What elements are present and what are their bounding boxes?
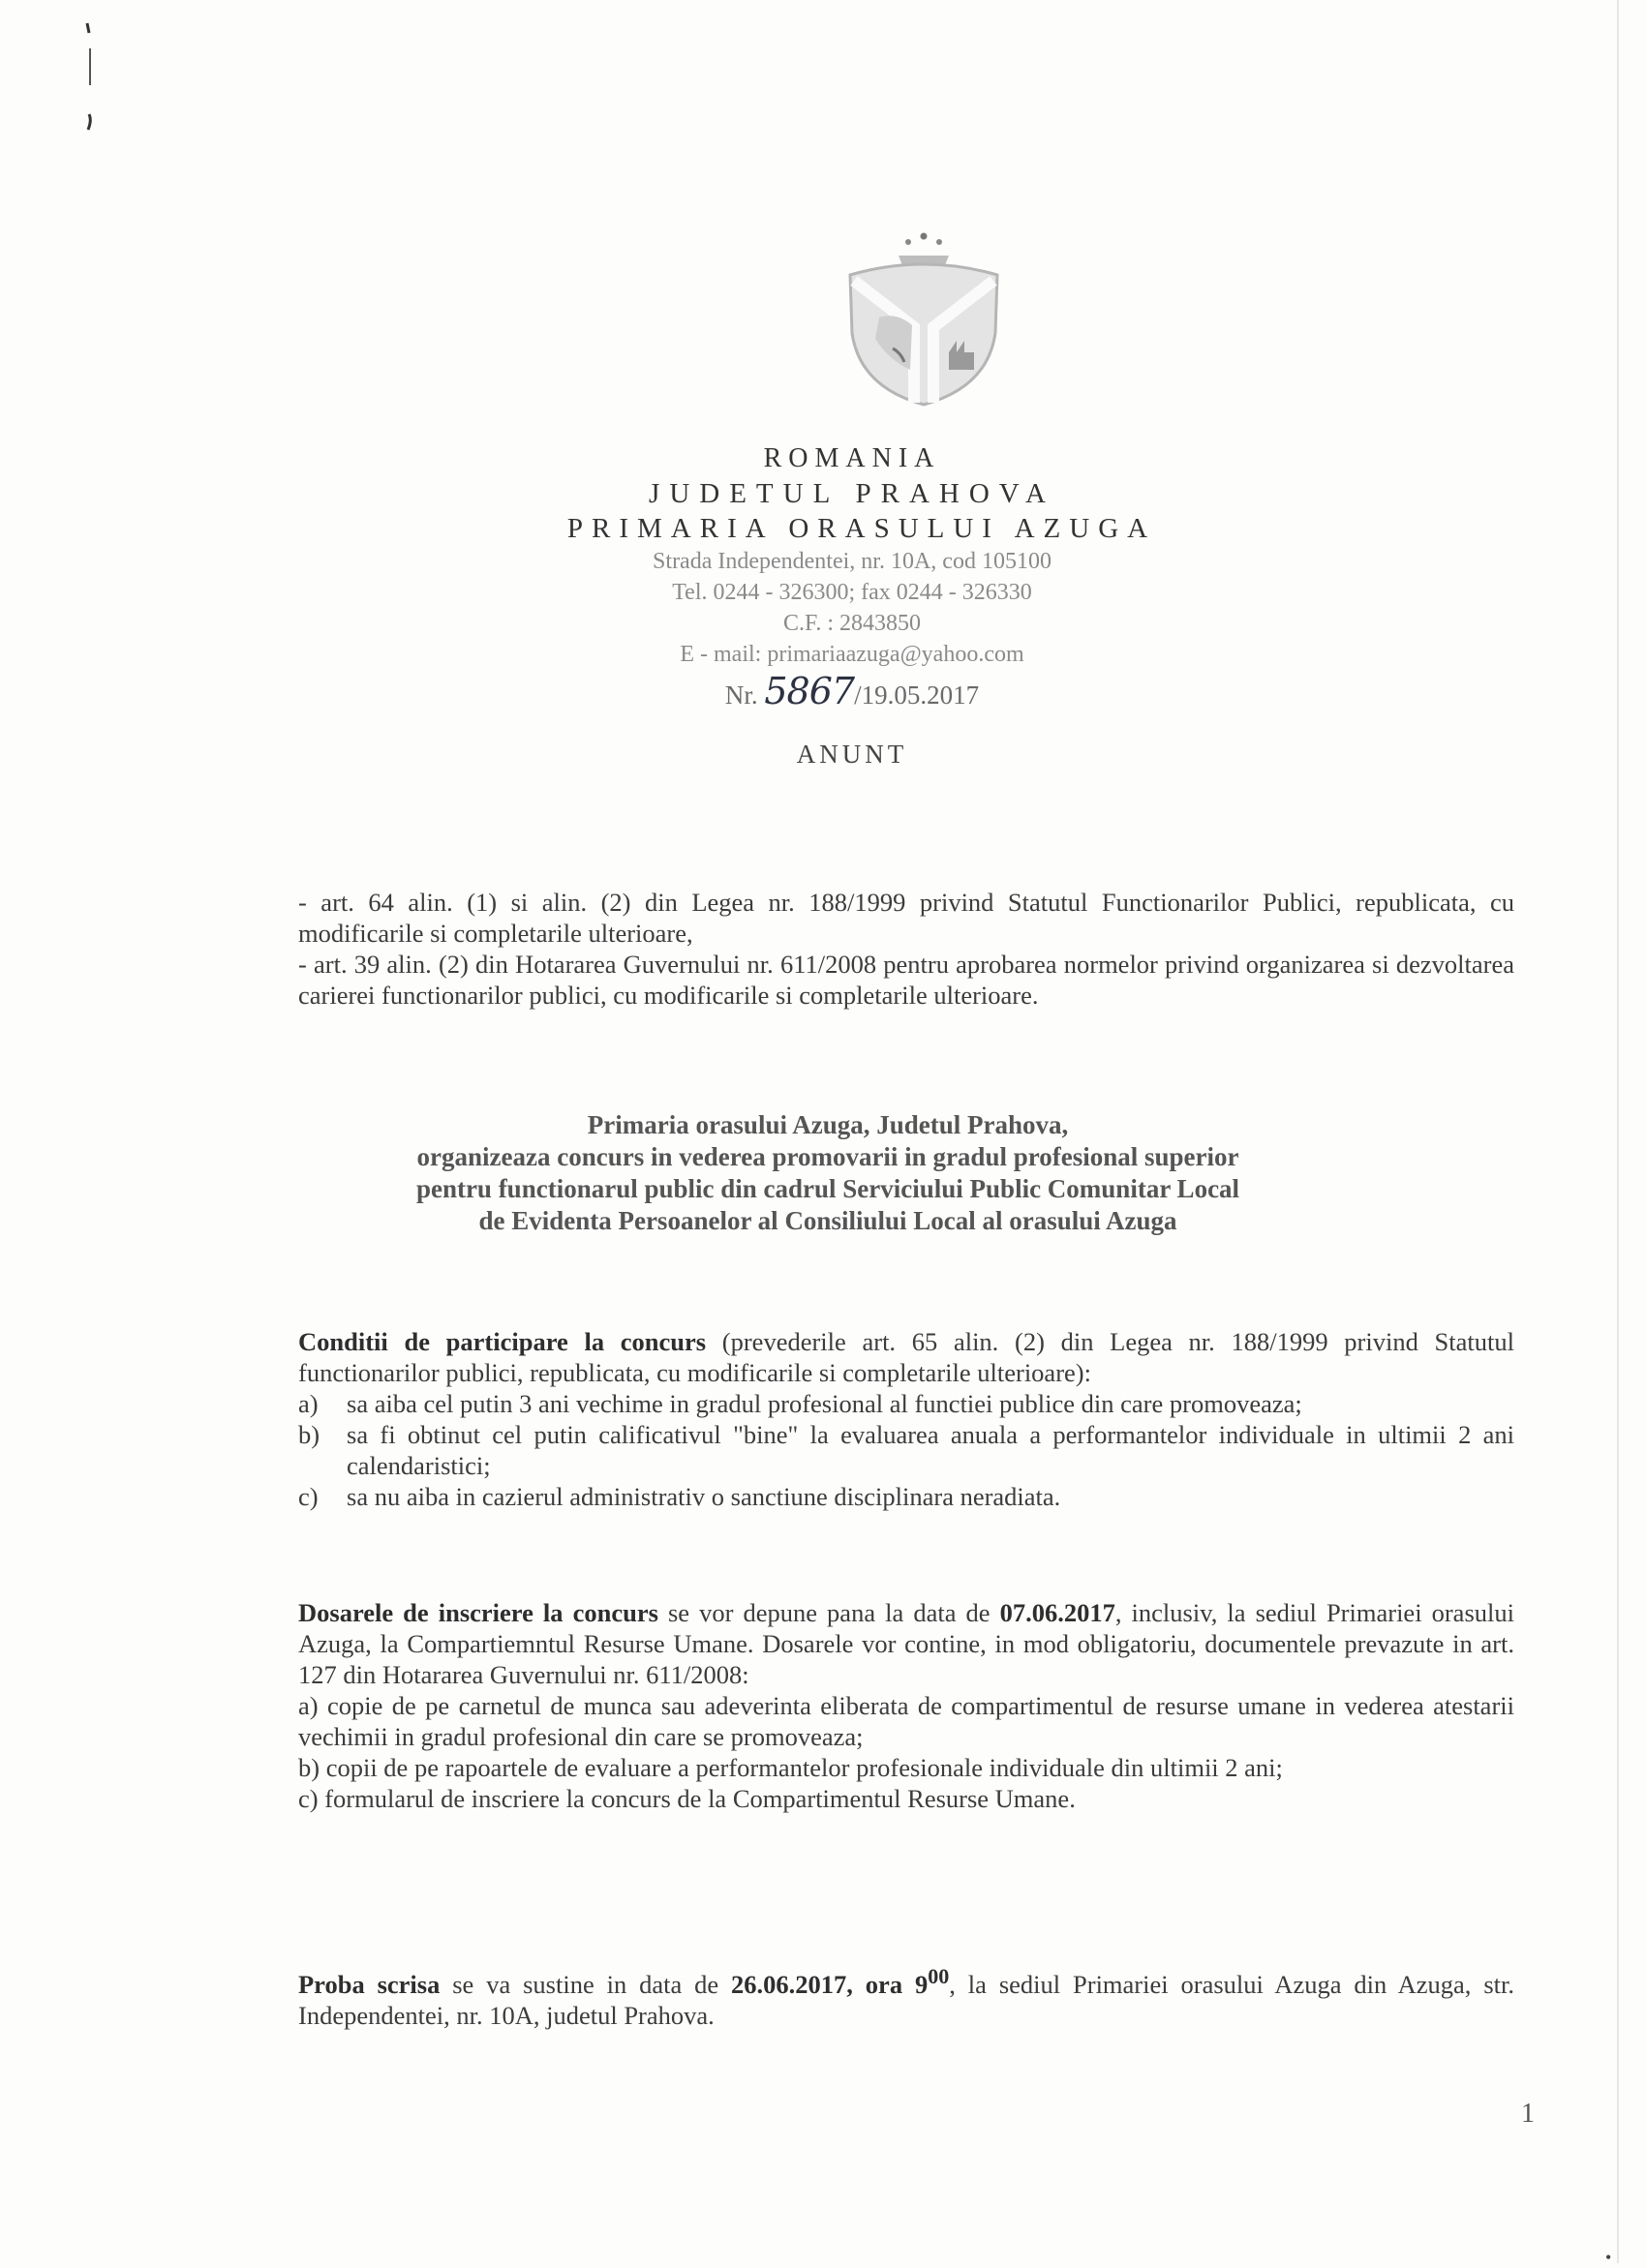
list-item-text: sa fi obtinut cel putin calificativul "bine" la evaluarea anuala a performantelor individuale in ultimii 2 ani calendaristici; bbox=[347, 1420, 1514, 1480]
list-marker: c) bbox=[298, 1482, 319, 1511]
registration-date: /19.05.2017 bbox=[854, 680, 980, 710]
legal-basis bbox=[298, 887, 1514, 1011]
list-item-text: sa nu aiba in cazierul administrativ o sanctiune disciplinara neradiata. bbox=[347, 1482, 1061, 1511]
exam-text bbox=[298, 1961, 1514, 2031]
exam-heading: Proba scrisa bbox=[298, 1969, 441, 1999]
dossier-section bbox=[298, 1597, 1514, 1814]
exam-text-before: se va sustine in data de bbox=[440, 1969, 732, 1999]
institution-name: PRIMARIA ORASULUI AZUGA bbox=[566, 513, 1157, 544]
county-name: JUDETUL PRAHOVA bbox=[649, 478, 1055, 509]
list-marker: b) bbox=[298, 1420, 320, 1449]
legal-item: - art. 39 alin. (2) din Hotararea Guvernului nr. 611/2008 pentru aprobarea normelor privind organizarea si dezvoltarea carierei functionarilor publici, cu modificarile si completarile ulterioare. bbox=[298, 950, 1514, 1010]
list-item-text: sa aiba cel putin 3 ani vechime in gradul profesional al functiei publice din care promoveaza; bbox=[347, 1389, 1302, 1418]
dossier-deadline: 07.06.2017 bbox=[999, 1598, 1115, 1627]
announcement-line: organizeaza concurs in vederea promovarii in gradul profesional superior bbox=[416, 1142, 1239, 1171]
announcement-heading bbox=[320, 1109, 1336, 1237]
conditions-list bbox=[298, 1388, 1514, 1512]
staple-mark bbox=[83, 19, 97, 136]
list-marker: a) bbox=[298, 1389, 319, 1418]
announcement-line: de Evidenta Persoanelor al Consiliului Local al orasului Azuga bbox=[478, 1206, 1177, 1235]
page-number: 1 bbox=[1521, 2099, 1535, 2129]
legal-item: - art. 64 alin. (1) si alin. (2) din Legea nr. 188/1999 privind Statutul Functionarilor Publici, republicata, cu modificarile si completarile ulterioare, bbox=[298, 888, 1514, 948]
list-item bbox=[298, 1388, 1514, 1419]
document-title: ANUNT bbox=[796, 740, 908, 769]
list-item bbox=[298, 1481, 1514, 1512]
dossier-heading: Dosarele de inscriere la concurs bbox=[298, 1598, 658, 1627]
exam-text-after: , la sediul Primariei orasului Azuga din Azuga, str. Independentei, nr. 10A, judetul Prahova. bbox=[298, 1969, 1514, 2030]
participation-conditions bbox=[298, 1326, 1514, 1512]
registration-number bbox=[503, 672, 1201, 714]
dossier-text: se vor depune pana la data de bbox=[657, 1598, 1000, 1627]
dossier-item: b) copii de pe rapoartele de evaluare a performantelor profesionale individuale din ultimii 2 ani; bbox=[298, 1753, 1283, 1782]
announcement-line: pentru functionarul public din cadrul Serviciului Public Comunitar Local bbox=[415, 1174, 1240, 1203]
conditions-intro bbox=[298, 1326, 1514, 1388]
country-name: ROMANIA bbox=[763, 443, 941, 473]
handwritten-number: 5867 bbox=[764, 670, 855, 712]
exam-date-time: 26.06.2017, ora 9 bbox=[731, 1969, 929, 1999]
email: E - mail: primariaazuga@yahoo.com bbox=[680, 642, 1024, 667]
list-item bbox=[298, 1419, 1514, 1481]
fiscal-code: C.F. : 2843850 bbox=[782, 611, 922, 636]
corner-mark: • bbox=[1605, 2248, 1612, 2267]
number-prefix: Nr. bbox=[724, 680, 758, 710]
dossier-intro bbox=[298, 1597, 1514, 1690]
announcement-line: Primaria orasului Azuga, Judetul Prahova, bbox=[587, 1110, 1069, 1139]
coat-of-arms-icon bbox=[840, 225, 1007, 408]
dossier-text: , inclusiv, la sediul Primariei orasului Azuga, la Compartiemntul Resurse Umane. Dosarele vor contine, in mod obligatoriu, documentele prevazute in art. 127 din Hotararea Guvernului nr. 611/2008: bbox=[298, 1598, 1514, 1689]
conditions-heading: Conditii de participare la concurs bbox=[298, 1327, 707, 1356]
conditions-intro-text: (prevederile art. 65 alin. (2) din Legea nr. 188/1999 privind Statutul functionarilor publici, republicata, cu modificarile si completarile ulterioare): bbox=[298, 1327, 1514, 1387]
phone-fax: Tel. 0244 - 326300; fax 0244 - 326330 bbox=[672, 580, 1032, 605]
exam-time-superscript: 00 bbox=[928, 1964, 950, 1988]
dossier-item: c) formularul de inscriere la concurs de la Compartimentul Resurse Umane. bbox=[298, 1784, 1076, 1813]
written-exam-section bbox=[298, 1961, 1514, 2031]
address: Strada Independentei, nr. 10A, cod 105100 bbox=[653, 549, 1052, 574]
dossier-item: a) copie de pe carnetul de munca sau adeverinta eliberata de compartimentul de resurse umane in vederea atestarii vechimii in gradul profesional din care se promoveaza; bbox=[298, 1691, 1514, 1751]
letterhead bbox=[503, 441, 1201, 770]
page-edge bbox=[1617, 0, 1619, 2263]
